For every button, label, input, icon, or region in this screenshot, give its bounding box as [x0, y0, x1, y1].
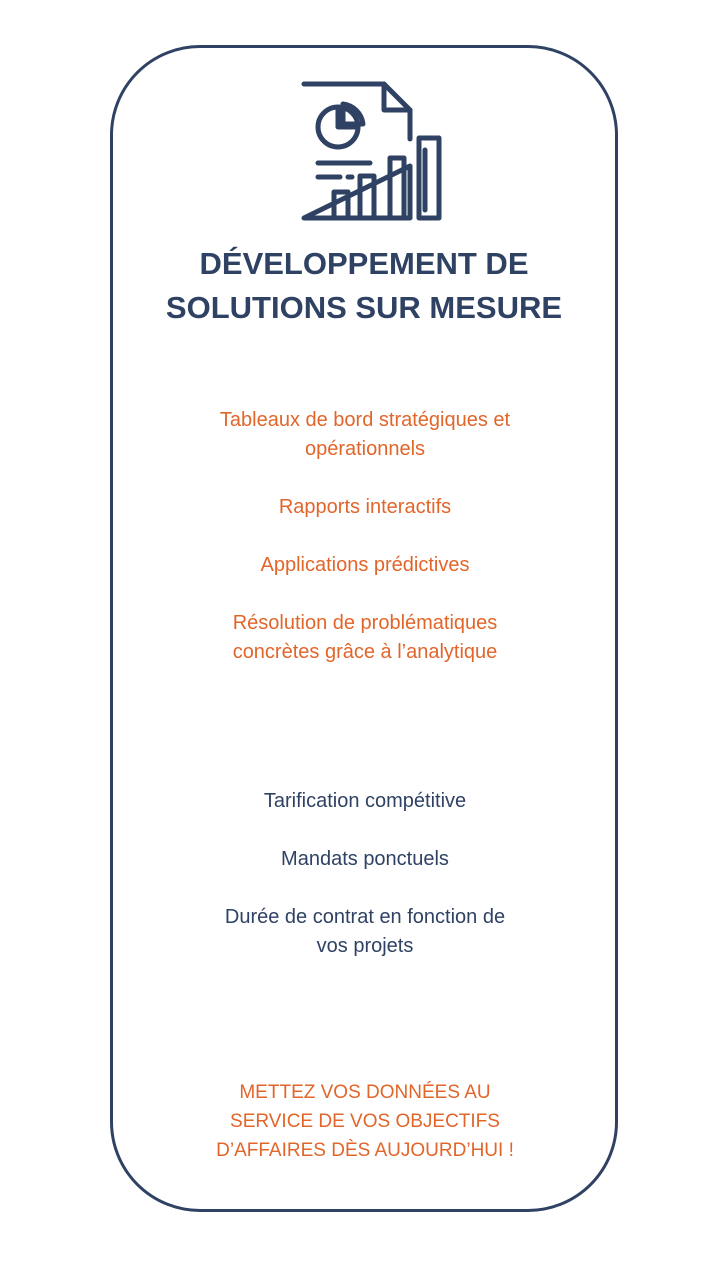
page-title-line-1: DÉVELOPPEMENT DE: [199, 246, 529, 281]
cta-line-1: METTEZ VOS DONNÉES AU: [239, 1082, 491, 1103]
benefit-item-duration-line-1: Durée de contrat en fonction de: [224, 906, 506, 928]
service-item-dashboards-line-1: Tableaux de bord stratégiques et: [219, 409, 511, 431]
benefit-item-mandates: Mandats ponctuels: [281, 848, 449, 870]
cta-line-2: SERVICE DE VOS OBJECTIFS: [230, 1111, 500, 1132]
report-chart-icon: [300, 80, 445, 225]
page-title-line-2: SOLUTIONS SUR MESURE: [165, 290, 563, 325]
service-item-analytics-line-1: Résolution de problématiques: [232, 612, 498, 634]
benefit-item-pricing: Tarification compétitive: [263, 790, 467, 812]
service-item-dashboards-line-2: opérationnels: [304, 438, 426, 460]
service-item-analytics-line-2: concrètes grâce à l’analytique: [232, 641, 498, 663]
cta-line-3: D’AFFAIRES DÈS AUJOURD’HUI !: [216, 1140, 514, 1161]
service-item-predictive: Applications prédictives: [260, 554, 470, 576]
service-item-reports: Rapports interactifs: [278, 496, 452, 518]
benefit-item-duration-line-2: vos projets: [316, 935, 414, 957]
